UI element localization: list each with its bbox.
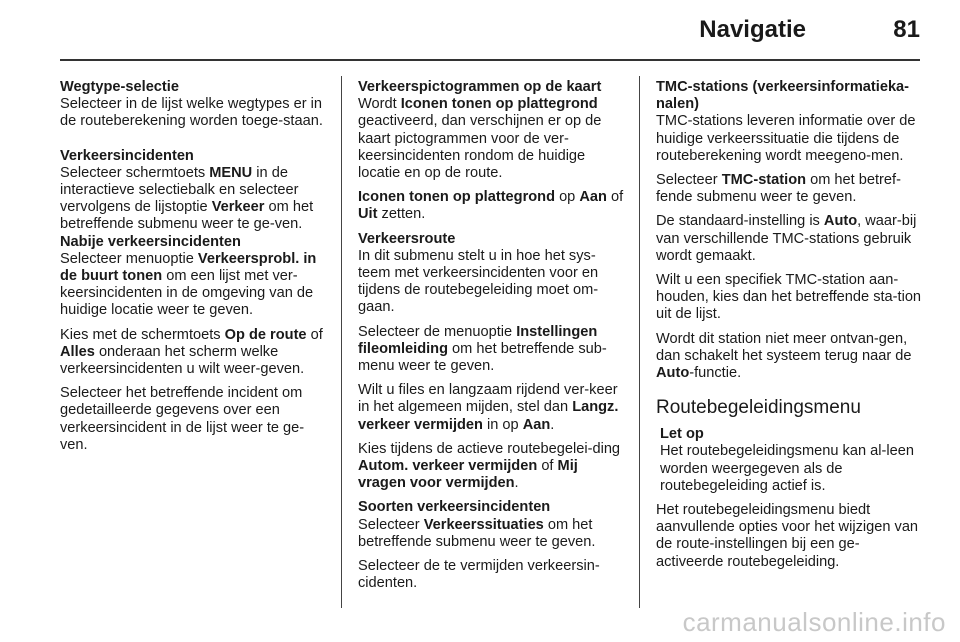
section-heading: Verkeersroute [358,230,456,247]
page-number: 81 [893,16,920,43]
body-text: Selecteer het betreffende incident om gedetailleerde gegevens over een verkeersincident in de lijst weer te ge-ven. [60,385,305,453]
body-text: Selecteer de menuoptie [358,323,517,340]
paragraph [358,189,624,223]
column-1 [60,79,323,461]
body-text: Wilt u files en langzaam rijdend ver-keer in het algemeen mijden, stel dan [358,382,618,416]
body-text: Selecteer [656,172,722,189]
body-text: om het betreffende submenu weer te ge-ven. [60,199,314,233]
paragraph [656,331,922,383]
body-text: Selecteer [358,516,424,533]
body-text: Kies tijdens de actieve routebegelei-ding [358,440,621,457]
body-text: , waar-bij van verschillende TMC-stations gebruik wordt gemaakt. [656,213,917,264]
section-heading: Verkeersincidenten [60,147,194,164]
body-text: De standaard-instelling is [656,213,824,230]
menu-label: Auto [656,365,690,382]
section-soorten [358,499,624,551]
body-text: of [537,458,558,475]
section-nabije [60,234,323,320]
paragraph [656,172,922,206]
body-text: op [555,189,580,206]
menu-label: Verkeerssituaties [423,516,544,533]
header-divider [60,59,920,61]
menu-label: Aan [522,416,551,433]
body-text: Wilt u een specifiek TMC-station aan-houden, kies dan het betreffende sta-tion uit de lijst. [656,272,922,323]
body-text: In dit submenu stelt u in hoe het sys-teem met verkeersincidenten voor en tijdens de routebegeleiding moet om-gaan. [358,247,599,316]
column-2 [358,79,624,599]
section-wegtype [60,79,323,131]
menu-label: Auto [823,213,858,230]
body-text: . [514,475,519,492]
paragraph [656,502,922,571]
menu-label: Verkeersprobl. in de buurt tonen [60,250,317,285]
menu-label: Iconen tonen op plattegrond [358,189,556,206]
menu-label: Uit [358,206,378,223]
column-divider-1 [341,76,342,608]
body-text: Selecteer in de lijst welke wegtypes er in de routeberekening worden toege-staan. [60,96,323,130]
body-text: om het betref-fende submenu weer te geven. [656,172,901,206]
body-text: -functie. [689,365,742,382]
body-text: Selecteer schermtoets [60,164,210,181]
menu-label: Op de route [224,326,307,343]
body-text: Selecteer de te vermijden verkeersin-cidenten. [358,558,600,592]
section-heading: Wegtype-selectie [60,79,179,95]
menu-label: Autom. verkeer vermijden [358,458,538,475]
paragraph [60,385,323,454]
section-verkeersincidenten [60,148,323,234]
section-heading: Nabije verkeersincidenten [60,233,241,250]
body-text: in op [482,416,523,433]
section-pictogrammen [358,79,624,182]
section-heading: TMC-stations (verkeersinformatieka-nalen) [656,79,910,113]
body-text: onderaan het scherm welke verkeersincidenten u wilt weer-geven. [60,343,305,378]
paragraph [60,327,323,379]
menu-label: Aan [579,189,607,206]
paragraph [358,558,624,592]
section-title-routebegeleiding: Routebegeleidingsmenu [656,397,861,419]
body-text: of [306,326,323,343]
section-heading: Verkeerspictogrammen op de kaart [358,79,602,95]
paragraph [358,324,624,376]
section-heading: Soorten verkeersincidenten [358,499,551,516]
body-text: Selecteer menuoptie [60,250,198,267]
body-text: zetten. [377,206,426,223]
paragraph [656,213,922,265]
menu-label: Alles [60,343,95,360]
paragraph [358,382,624,434]
body-text: Wordt [358,96,401,113]
body-text: of [606,189,624,206]
body-text: Wordt dit station niet meer ontvan-gen, dan schakelt het systeem terug naar de [656,330,912,364]
body-text: geactiveerd, dan verschijnen er op de kaart pictogrammen voor de ver-keersincidenten rondom de huidige locatie en op de route. [358,113,602,182]
column-3 [656,79,922,578]
paragraph [358,441,624,493]
body-text: om het betreffende submenu weer te geven. [358,516,596,550]
menu-label: Instellingen fileomleiding [358,323,598,357]
menu-label: MENU [209,164,253,181]
menu-label: Iconen tonen op plattegrond [400,96,598,113]
body-text: Kies met de schermtoets [60,326,225,343]
note-box [656,426,922,495]
body-text: . [550,416,555,433]
body-text: in de interactieve selectiebalk en selecteer vervolgens de lijstoptie [60,164,299,216]
body-text: om het betreffende sub-menu weer te geven. [358,340,607,375]
body-text: TMC-stations leveren informatie over de huidige verkeerssituatie die tijdens de routeberekening wordt meegeno-men. [656,113,916,164]
menu-label: Mij vragen voor vermijden [358,458,578,492]
page-title: Navigatie [699,16,806,43]
section-verkeersroute [358,231,624,317]
body-text: om een lijst met ver-keersincidenten in de omgeving van de huidige locatie weer te geven. [60,268,314,319]
menu-label: Langz. verkeer vermijden [358,399,619,433]
column-divider-2 [639,76,640,608]
note-heading: Let op [660,426,704,443]
body-text: Het routebegeleidingsmenu biedt aanvullende opties voor het wijzigen van de route-instellingen bij een ge-activeerde routebegeleiding. [656,502,919,570]
paragraph [656,272,922,324]
watermark: carmanualsonline.info [682,607,946,637]
note-text: Het routebegeleidingsmenu kan al-leen worden weergegeven als de routebegeleiding actief is. [660,443,914,494]
section-tmc [656,79,922,165]
menu-label: TMC-station [721,172,807,189]
menu-label: Verkeer [211,199,265,216]
